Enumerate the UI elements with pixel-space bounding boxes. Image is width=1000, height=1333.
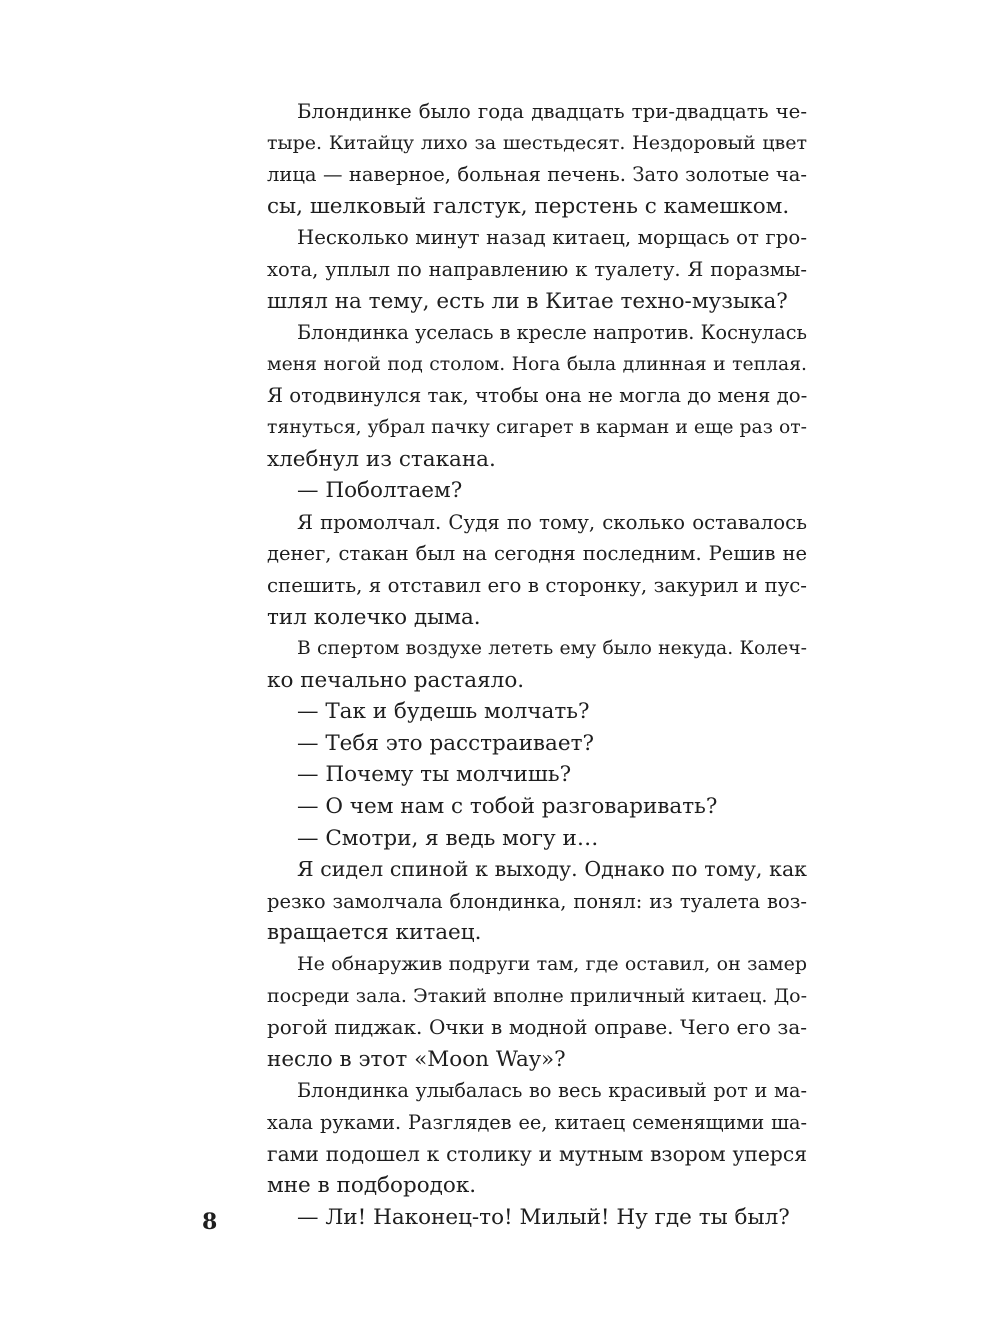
- text-line: меня ногой под столом. Нога была длинная и теплая.: [267, 353, 807, 375]
- text-line: тянуться, убрал пачку сигарет в карман и еще раз от-: [267, 416, 807, 438]
- text-line: тил колечко дыма.: [267, 604, 481, 630]
- text-line: тыре. Китайцу лихо за шестьдесят. Нездоровый цвет: [267, 131, 807, 154]
- text-line: хлебнул из стакана.: [267, 446, 496, 472]
- text-line: — О чем нам с тобой разговаривать?: [297, 794, 718, 820]
- text-line: лица — наверное, больная печень. Зато золотые ча-: [267, 163, 807, 187]
- text-line: — Почему ты молчишь?: [297, 762, 572, 788]
- text-line: Блондинка уселась в кресле напротив. Коснулась: [297, 321, 807, 345]
- text-line: — Тебя это расстраивает?: [297, 730, 594, 756]
- text-line: вращается китаец.: [267, 920, 482, 946]
- text-line: — Ли! Наконец-то! Милый! Ну где ты был?: [297, 1204, 790, 1230]
- text-line: ко печально растаяло.: [267, 667, 525, 693]
- text-line: Я промолчал. Судя по тому, сколько оставалось: [297, 510, 807, 534]
- text-line: — Так и будешь молчать?: [297, 699, 590, 725]
- text-line: денег, стакан был на сегодня последним. Решив не: [267, 542, 807, 566]
- text-line: резко замолчала блондинка, понял: из туалета воз-: [267, 889, 807, 913]
- text-line: рогой пиджак. Очки в модной оправе. Чего его за-: [267, 1015, 807, 1040]
- text-line: В спертом воздухе лететь ему было некуда. Колеч-: [297, 638, 807, 660]
- text-line: Блондинке было года двадцать три-двадцать че-: [297, 100, 807, 123]
- page-number: 8: [202, 1209, 218, 1235]
- text-line: посреди зала. Этакий вполне приличный китаец. До-: [267, 984, 807, 1007]
- text-line: хала руками. Разглядев ее, китаец семенящими ша-: [267, 1111, 807, 1134]
- body-text: [267, 96, 807, 1233]
- text-line: Несколько минут назад китаец, морщась от гро-: [297, 226, 807, 250]
- text-line: сы, шелковый галстук, перстень с камешком.: [267, 193, 790, 219]
- text-line: Блондинка улыбалась во весь красивый рот и ма-: [297, 1079, 807, 1103]
- text-line: шлял на тему, есть ли в Китае техно-музыка?: [267, 288, 788, 314]
- text-line: гами подошел к столику и мутным взором уперся: [267, 1141, 807, 1166]
- text-line: мне в подбородок.: [267, 1173, 477, 1199]
- text-line: Я сидел спиной к выходу. Однако по тому, как: [297, 857, 807, 882]
- text-line: Я отодвинулся так, чтобы она не могла до меня до-: [267, 384, 808, 408]
- text-line: хота, уплыл по направлению к туалету. Я поразмы-: [267, 257, 807, 281]
- text-line: Не обнаружив подруги там, где оставил, он замер: [297, 953, 807, 976]
- text-line: — Смотри, я ведь могу и…: [297, 825, 599, 851]
- text-line: несло в этот «Moon Way»?: [267, 1046, 566, 1072]
- text-line: — Поболтаем?: [297, 478, 463, 504]
- text-line: спешить, я отставил его в сторонку, закурил и пус-: [267, 573, 807, 597]
